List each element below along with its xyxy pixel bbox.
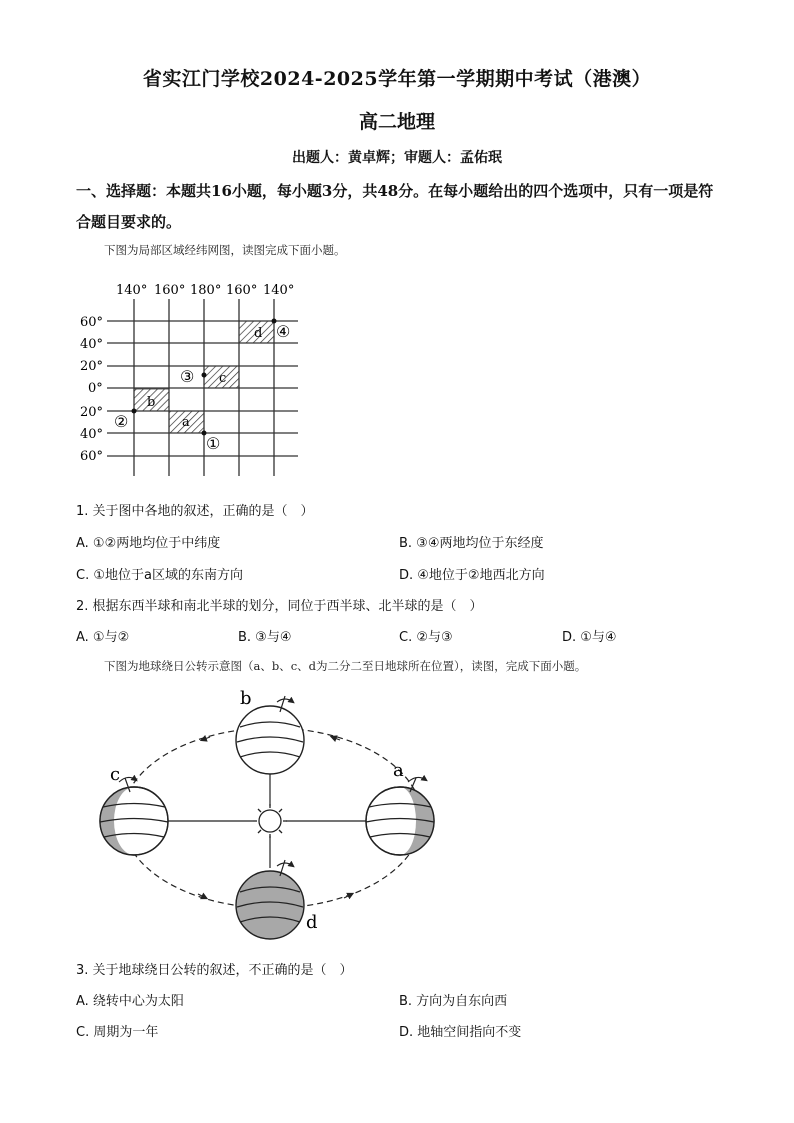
lat-label: 60° <box>80 449 104 464</box>
lat-label: 20° <box>80 359 104 374</box>
earth-a <box>366 777 434 855</box>
q1-option-c[interactable]: C. ①地位于a区域的东南方向 <box>76 568 243 583</box>
earth-label-c: c <box>110 764 121 785</box>
earth-orbit-figure <box>90 682 460 944</box>
latlong-grid-figure <box>74 274 314 484</box>
q2-option-a[interactable]: A. ①与② <box>76 630 130 645</box>
earth-d <box>236 860 304 939</box>
exam-title: 省实江门学校2024-2025学年第一学期期中考试（港澳） <box>142 68 652 90</box>
q3-option-c[interactable]: C. 周期为一年 <box>76 1025 159 1040</box>
earth-label-a: a <box>393 760 404 781</box>
question-2-stem: 2. 根据东西半球和南北半球的划分，同位于西半球、北半球的是（ ） <box>76 599 483 614</box>
region-label-d: d <box>254 326 263 341</box>
orbit-arrow <box>344 894 352 898</box>
q3-option-d[interactable]: D. 地轴空间指向不变 <box>399 1025 522 1040</box>
lon-label: 180° <box>190 283 222 298</box>
q3-option-b[interactable]: B. 方向为自东向西 <box>399 994 508 1009</box>
lon-label: 140° <box>116 283 148 298</box>
earth-label-d: d <box>306 912 318 933</box>
authors-line: 出题人：黄卓辉；审题人：孟佑珉 <box>292 150 502 166</box>
q1-option-b[interactable]: B. ③④两地均位于东经度 <box>399 536 544 551</box>
point-dot-3 <box>202 373 207 378</box>
question-3-stem: 3. 关于地球绕日公转的叙述，不正确的是（ ） <box>76 963 353 978</box>
point-label-2: ② <box>114 412 129 431</box>
earth-label-b: b <box>240 688 252 709</box>
subject-title: 高二地理 <box>358 111 435 133</box>
lat-label: 40° <box>80 427 104 442</box>
region-label-a: a <box>182 415 190 430</box>
sun-icon <box>253 804 287 838</box>
q1-option-d[interactable]: D. ④地位于②地西北方向 <box>399 568 545 583</box>
question-1-stem: 1. 关于图中各地的叙述，正确的是（ ） <box>76 504 314 519</box>
lat-label: 60° <box>80 315 104 330</box>
region-label-c: c <box>219 371 227 386</box>
figure2-intro: 下图为地球绕日公转示意图（a、b、c、d为二分二至日地球所在位置），读图，完成下面小题。 <box>104 659 587 673</box>
point-label-4: ④ <box>276 322 291 341</box>
point-label-1: ① <box>206 434 221 453</box>
q2-option-b[interactable]: B. ③与④ <box>238 630 292 645</box>
q3-option-a[interactable]: A. 绕转中心为太阳 <box>76 994 184 1009</box>
point-dot-2 <box>132 409 137 414</box>
lat-label: 0° <box>88 381 103 396</box>
lat-label: 20° <box>80 405 104 420</box>
lon-label: 140° <box>263 283 295 298</box>
point-label-3: ③ <box>180 367 195 386</box>
region-label-b: b <box>147 395 156 410</box>
earth-c <box>100 777 168 855</box>
q1-option-a[interactable]: A. ①②两地均位于中纬度 <box>76 536 221 551</box>
lon-label: 160° <box>226 283 258 298</box>
q2-option-c[interactable]: C. ②与③ <box>399 630 453 645</box>
lat-label: 40° <box>80 337 104 352</box>
section-heading: 一、选择题：本题共16小题，每小题3分，共48分。在每小题给出的四个选项中，只有一项是符合题目要求的。 <box>76 182 714 231</box>
q2-option-d[interactable]: D. ①与④ <box>562 630 617 645</box>
lon-label: 160° <box>154 283 186 298</box>
figure1-intro: 下图为局部区域经纬网图，读图完成下面小题。 <box>104 243 346 257</box>
